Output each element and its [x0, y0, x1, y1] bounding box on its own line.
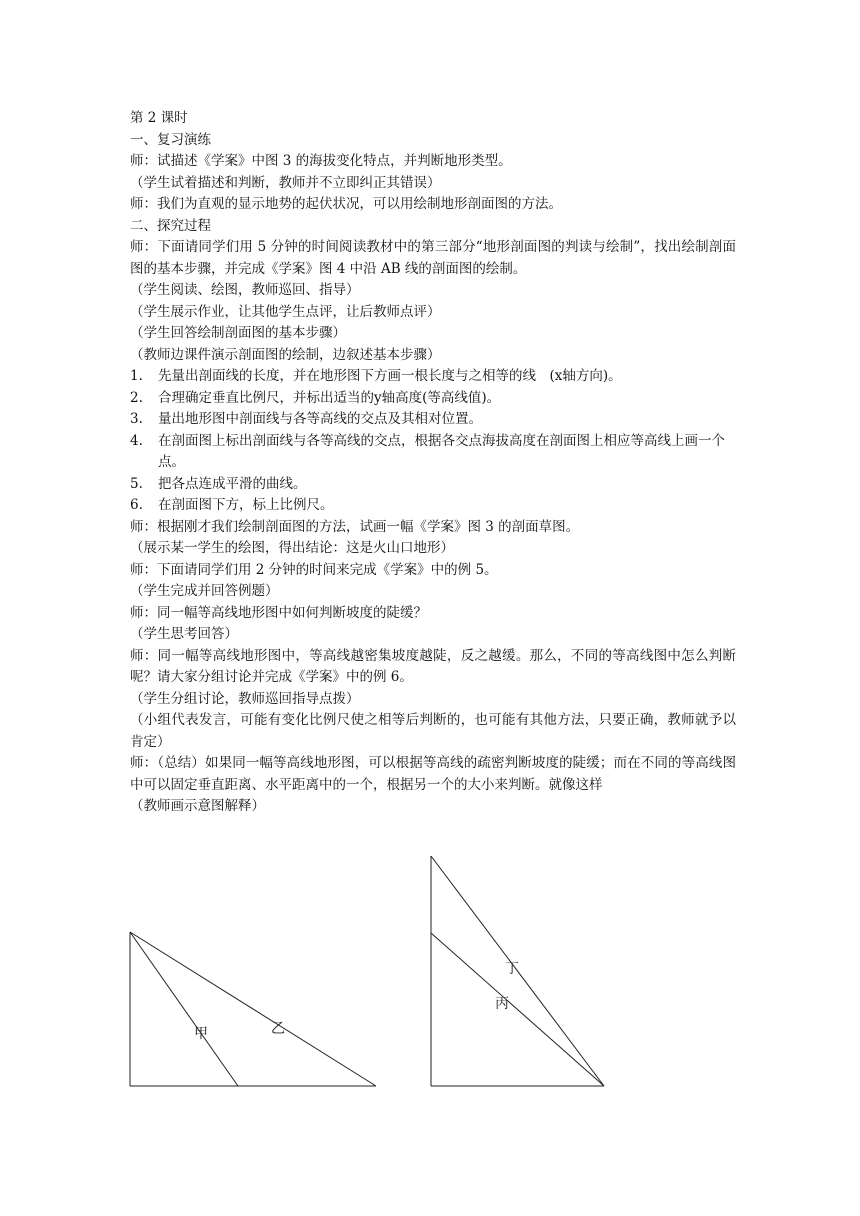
text-line: （教师画示意图解释）	[130, 798, 265, 814]
step-number: 2.	[130, 389, 143, 406]
label-bing: 丙	[495, 996, 509, 1012]
label-yi: 乙	[271, 1021, 285, 1037]
text-line: 师：同一幅等高线地形图中如何判断坡度的陡缓？	[130, 604, 427, 621]
text-line: （学生思考回答）	[130, 626, 238, 642]
section-heading-explore: 二、探究过程	[130, 217, 211, 234]
text-line: 师：根据刚才我们绘制剖面图的方法，试画一幅《学案》图 3 的剖面草图。	[130, 518, 580, 535]
step-text: 在剖面图下方，标上比例尺。	[158, 497, 334, 513]
lesson-title: 第 2 课时	[130, 110, 188, 126]
text-line: （学生阅读、绘图，教师巡回、指导）	[130, 282, 360, 298]
step-number: 6.	[130, 497, 143, 513]
text-line: （学生展示作业，让其他学生点评，让后教师点评）	[130, 303, 441, 320]
slope-line-jia	[130, 932, 238, 1086]
paragraph-reading: 师：下面请同学们用 5 分钟的时间阅读教材中的第三部分“地形剖面图的判读与绘制”，找出绘制剖面图的基本步骤，并完成《学案》图 4 中沿 AB 线的剖面图的绘制。	[130, 239, 736, 277]
text-line: 师：试描述《学案》中图 3 的海拔变化特点，并判断地形类型。	[130, 153, 512, 169]
left-triangle-diagram	[130, 932, 376, 1086]
text-line: （学生试着描述和判断，教师并不立即纠正其错误）	[130, 174, 441, 191]
paragraph-summary: 师：（总结）如果同一幅等高线地形图，可以根据等高线的疏密判断坡度的陡缓；而在不同的等高线图中可以固定垂直距离、水平距离中的一个，根据另一个的大小来判断。就像这样	[130, 755, 736, 793]
step-text: 在剖面图上标出剖面线与各等高线的交点，根据各交点海拔高度在剖面图上相应等高线上画一个点。	[158, 432, 725, 470]
section-heading-review: 一、复习演练	[130, 131, 211, 148]
text-line: 师：我们为直观的显示地势的起伏状况，可以用绘制地形剖面图的方法。	[130, 196, 562, 212]
step-number: 1.	[130, 368, 143, 384]
text-line: （教师边课件演示剖面图的绘制，边叙述基本步骤）	[130, 346, 441, 363]
text-line: （学生分组讨论，教师巡回指导点拨）	[130, 690, 360, 707]
slope-line-yi	[130, 932, 376, 1086]
step-number: 3.	[130, 411, 143, 427]
step-number: 5.	[130, 475, 143, 492]
slope-line-bing	[431, 933, 604, 1086]
step-text: 合理确定垂直比例尺，并标出适当的y轴高度(等高线值)。	[158, 389, 501, 406]
step-text: 先量出剖面线的长度，并在地形图下方画一根长度与之相等的线 (x轴方向)。	[158, 368, 622, 384]
label-jia: 甲	[194, 1026, 208, 1042]
text-line: （学生完成并回答例题）	[130, 583, 279, 599]
text-line: （学生回答绘制剖面图的基本步骤）	[130, 325, 346, 341]
step-number: 4.	[130, 432, 143, 449]
text-line: 师：下面请同学们用 2 分钟的时间来完成《学案》中的例 5。	[130, 561, 498, 578]
label-ding: 丁	[505, 961, 519, 977]
text-line: （展示某一学生的绘图，得出结论：这是火山口地形）	[130, 540, 454, 556]
paragraph-group-report: （小组代表发言，可能有变化比例尺使之相等后判断的，也可能有其他方法，只要正确，教师就予以肯定）	[130, 712, 736, 750]
step-text: 把各点连成平滑的曲线。	[158, 475, 307, 492]
paragraph-steepness: 师：同一幅等高线地形图中，等高线越密集坡度越陡，反之越缓。那么，不同的等高线图中怎么判断呢？请大家分组讨论并完成《学案》中的例 6。	[130, 647, 736, 685]
step-text: 量出地形图中剖面线与各等高线的交点及其相对位置。	[158, 411, 482, 427]
